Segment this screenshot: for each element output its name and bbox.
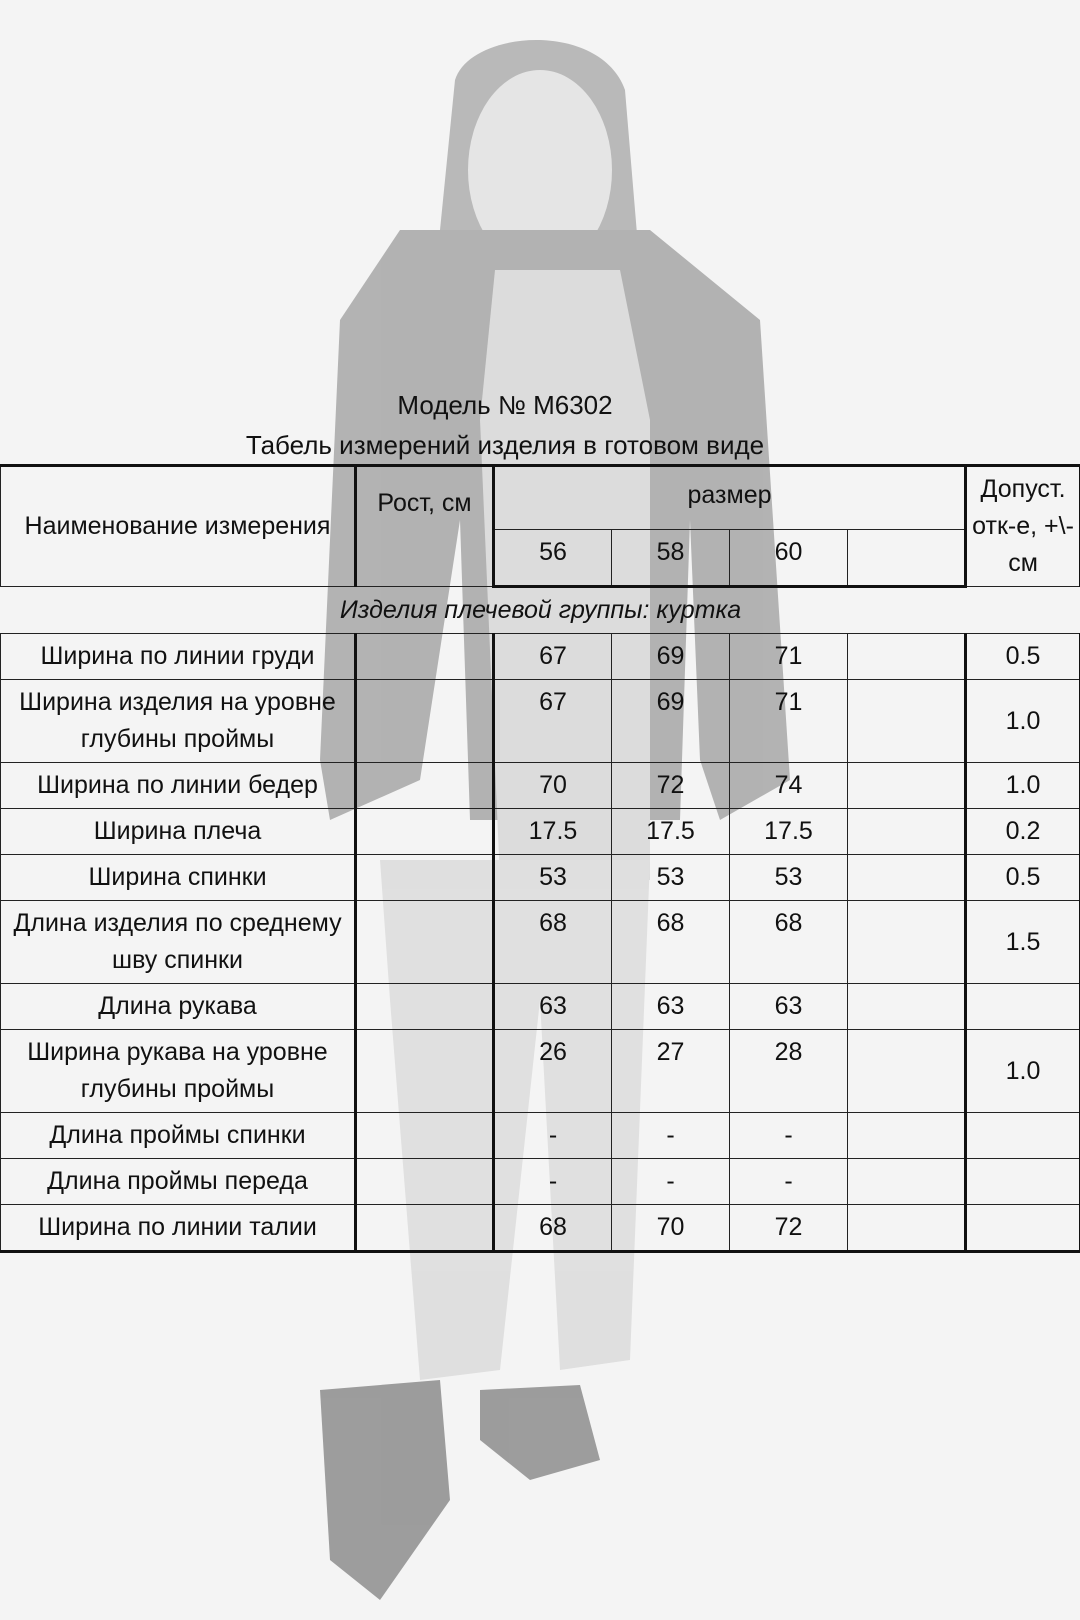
tolerance-cell: 0.5 <box>966 855 1080 901</box>
value-cell: 68 <box>730 901 848 984</box>
measurement-name: Ширина спинки <box>1 855 356 901</box>
model-prefix: Модель № <box>397 390 526 420</box>
value-cell: 17.5 <box>730 809 848 855</box>
height-cell <box>356 680 494 763</box>
table-row <box>1 1030 1080 1113</box>
measurement-name: Длина рукава <box>1 984 356 1030</box>
table-row <box>1 984 1080 1030</box>
value-cell: 63 <box>730 984 848 1030</box>
value-cell: 28 <box>730 1030 848 1113</box>
value-cell: 70 <box>494 763 612 809</box>
value-cell <box>848 984 966 1030</box>
measurement-name: Ширина по линии груди <box>1 634 356 680</box>
value-cell: 72 <box>612 763 730 809</box>
value-cell: - <box>612 1159 730 1205</box>
value-cell <box>848 634 966 680</box>
tolerance-cell: 1.0 <box>966 1030 1080 1113</box>
height-cell <box>356 1113 494 1159</box>
value-cell <box>848 763 966 809</box>
model-number-line <box>0 390 1010 421</box>
header-height: Рост, см <box>356 466 494 587</box>
value-cell: - <box>612 1113 730 1159</box>
value-cell: 53 <box>730 855 848 901</box>
value-cell: 68 <box>494 1205 612 1252</box>
value-cell: 67 <box>494 634 612 680</box>
height-cell <box>356 763 494 809</box>
value-cell: 74 <box>730 763 848 809</box>
value-cell <box>848 809 966 855</box>
size-cell: 58 <box>612 530 730 587</box>
tolerance-cell <box>966 1205 1080 1252</box>
measurement-name: Длина проймы спинки <box>1 1113 356 1159</box>
value-cell: - <box>494 1159 612 1205</box>
tolerance-cell <box>966 1159 1080 1205</box>
tolerance-cell: 0.2 <box>966 809 1080 855</box>
value-cell: 67 <box>494 680 612 763</box>
table-row <box>1 855 1080 901</box>
table-row <box>1 1113 1080 1159</box>
value-cell: - <box>730 1113 848 1159</box>
value-cell: - <box>494 1113 612 1159</box>
height-cell <box>356 901 494 984</box>
value-cell: 69 <box>612 680 730 763</box>
group-label: Изделия плечевой группы: куртка <box>1 587 1080 634</box>
tolerance-cell: 1.5 <box>966 901 1080 984</box>
value-cell: 68 <box>494 901 612 984</box>
value-cell: 53 <box>612 855 730 901</box>
table-row <box>1 634 1080 680</box>
group-row <box>1 587 1080 634</box>
measurement-name: Длина изделия по среднему шву спинки <box>1 901 356 984</box>
value-cell <box>848 1030 966 1113</box>
table-row <box>1 809 1080 855</box>
tolerance-cell <box>966 1113 1080 1159</box>
value-cell: 26 <box>494 1030 612 1113</box>
value-cell <box>848 1113 966 1159</box>
size-cell <box>848 530 966 587</box>
value-cell: 72 <box>730 1205 848 1252</box>
measurement-name: Ширина по линии бедер <box>1 763 356 809</box>
value-cell: 17.5 <box>494 809 612 855</box>
value-cell <box>848 680 966 763</box>
table-row <box>1 1205 1080 1252</box>
value-cell <box>848 1159 966 1205</box>
height-cell <box>356 1205 494 1252</box>
tolerance-cell <box>966 984 1080 1030</box>
value-cell <box>848 1205 966 1252</box>
header-size: размер <box>494 466 966 530</box>
model-code: М6302 <box>533 390 613 420</box>
tolerance-cell: 1.0 <box>966 763 1080 809</box>
height-cell <box>356 809 494 855</box>
header-row <box>1 466 1080 530</box>
value-cell: 27 <box>612 1030 730 1113</box>
height-cell <box>356 1159 494 1205</box>
value-cell: 70 <box>612 1205 730 1252</box>
table-subtitle: Табель измерений изделия в готовом виде <box>245 430 765 460</box>
table-row <box>1 901 1080 984</box>
value-cell: 17.5 <box>612 809 730 855</box>
value-cell: 71 <box>730 634 848 680</box>
size-cell: 60 <box>730 530 848 587</box>
value-cell <box>848 855 966 901</box>
value-cell: 63 <box>494 984 612 1030</box>
value-cell: 69 <box>612 634 730 680</box>
measurement-name: Ширина рукава на уровне глубины проймы <box>1 1030 356 1113</box>
height-cell <box>356 855 494 901</box>
header-name: Наименование измерения <box>1 466 356 587</box>
value-cell: 68 <box>612 901 730 984</box>
measurement-name: Ширина изделия на уровне глубины проймы <box>1 680 356 763</box>
height-cell <box>356 1030 494 1113</box>
measurement-name: Ширина плеча <box>1 809 356 855</box>
measurement-name: Ширина по линии талии <box>1 1205 356 1252</box>
height-cell <box>356 634 494 680</box>
header-tolerance: Допуст. отк-е, +\-см <box>966 466 1080 587</box>
tolerance-cell: 1.0 <box>966 680 1080 763</box>
measurement-table <box>0 464 1080 1253</box>
value-cell <box>848 901 966 984</box>
height-cell <box>356 984 494 1030</box>
value-cell: 71 <box>730 680 848 763</box>
size-cell: 56 <box>494 530 612 587</box>
value-cell: 53 <box>494 855 612 901</box>
tolerance-cell: 0.5 <box>966 634 1080 680</box>
measurement-name: Длина проймы переда <box>1 1159 356 1205</box>
table-row <box>1 1159 1080 1205</box>
value-cell: 63 <box>612 984 730 1030</box>
table-row <box>1 763 1080 809</box>
value-cell: - <box>730 1159 848 1205</box>
table-row <box>1 680 1080 763</box>
